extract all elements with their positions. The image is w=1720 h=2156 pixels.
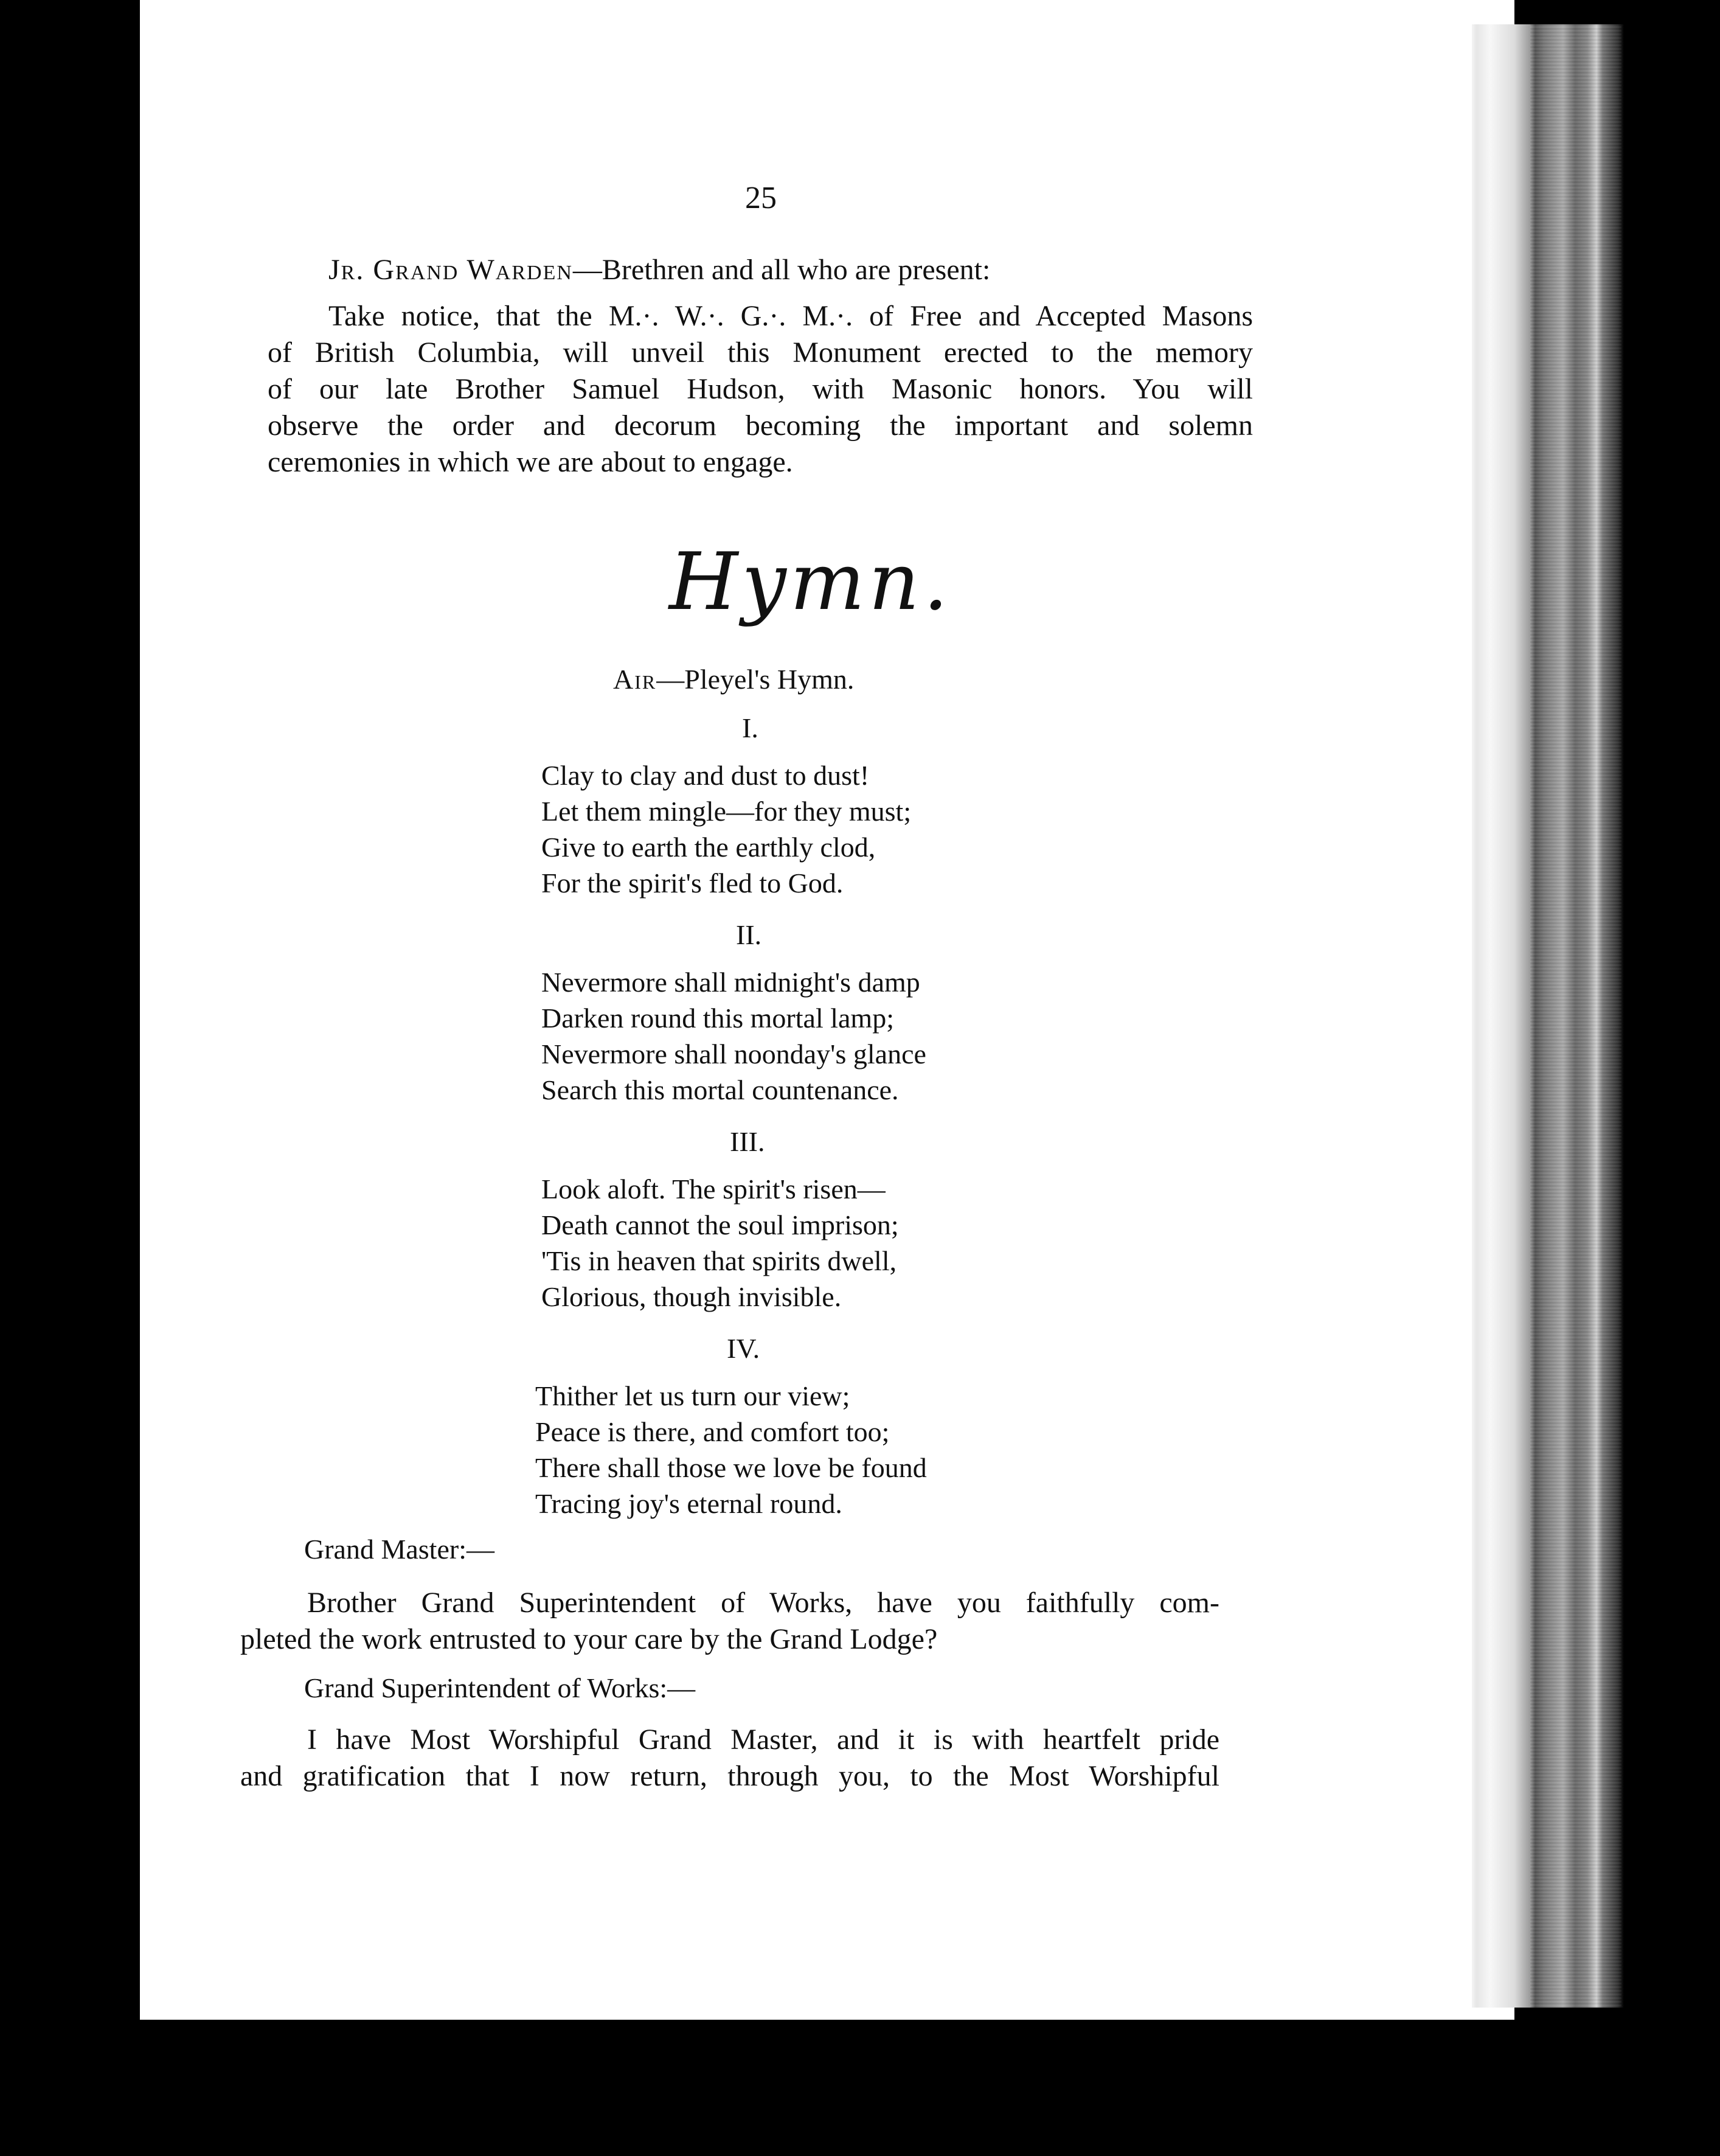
warden-notice — [268, 298, 1253, 481]
verse — [541, 1171, 899, 1315]
verse-line: Peace is there, and comfort too; — [535, 1416, 890, 1447]
verse-line: Glorious, though invisible. — [541, 1281, 842, 1312]
verse-line: Death cannot the soul imprison; — [541, 1209, 899, 1240]
verse-line: Let them mingle—for they must; — [541, 796, 912, 827]
speech-line: Brother Grand Superintendent of Works, have you faithfully com- — [307, 1587, 1219, 1619]
notice-line: observe the order and decorum becoming the important and solemn — [268, 409, 1253, 442]
warden-heading — [328, 256, 990, 285]
verse-number: II. — [736, 919, 762, 950]
notice-line: Take notice, that the M.·. W.·. G.·. M.·. of Free and Accepted Masons — [328, 300, 1253, 332]
air-text: —Pleyel's Hymn. — [656, 664, 855, 695]
notice-line: ceremonies in which we are about to engage. — [268, 446, 793, 478]
verse-line: 'Tis in heaven that spirits dwell, — [541, 1245, 897, 1276]
grand-master-label: Grand Master:— — [304, 1534, 494, 1565]
warden-speaker: Jr. Grand Warden — [328, 254, 573, 286]
verse-line: For the spirit's fled to God. — [541, 868, 844, 899]
verse-number: IV. — [727, 1333, 760, 1364]
page-edges — [1472, 24, 1624, 2008]
verse-line: Thither let us turn our view; — [535, 1380, 850, 1411]
verse-line: Nevermore shall noonday's glance — [541, 1038, 926, 1069]
air-label: Air — [613, 664, 657, 695]
speech-line: and gratification that I now return, through you, to the Most Worshipful — [240, 1760, 1219, 1792]
verse-line: Look aloft. The spirit's risen— — [541, 1174, 886, 1205]
warden-address: —Brethren and all who are present: — [572, 254, 991, 286]
air-line — [613, 663, 854, 695]
hymn-title: Hymn. — [669, 535, 952, 628]
verse-number: III. — [730, 1126, 765, 1157]
grand-master-speech — [240, 1585, 1219, 1658]
verse-line: Clay to clay and dust to dust! — [541, 760, 870, 791]
superintendent-label: Grand Superintendent of Works:— — [304, 1672, 696, 1703]
notice-line: of British Columbia, will unveil this Monument erected to the memory — [268, 336, 1253, 369]
verse-line: Tracing joy's eternal round. — [535, 1488, 842, 1519]
verse-line: Give to earth the earthly clod, — [541, 832, 876, 863]
verse — [541, 964, 926, 1108]
speech-line: pleted the work entrusted to your care by the Grand Lodge? — [240, 1623, 938, 1655]
verse-line: Darken round this mortal lamp; — [541, 1003, 894, 1034]
superintendent-speech — [240, 1722, 1219, 1795]
notice-line: of our late Brother Samuel Hudson, with Masonic honors. You will — [268, 373, 1253, 405]
verse — [541, 757, 911, 901]
verse-line: Search this mortal countenance. — [541, 1074, 899, 1105]
page-number: 25 — [745, 181, 777, 215]
verse-line: There shall those we love be found — [535, 1452, 927, 1483]
verse-line: Nevermore shall midnight's damp — [541, 967, 920, 998]
verse-number: I. — [742, 712, 758, 743]
verse — [535, 1378, 927, 1521]
speech-line: I have Most Worshipful Grand Master, and it is with heartfelt pride — [307, 1723, 1219, 1756]
